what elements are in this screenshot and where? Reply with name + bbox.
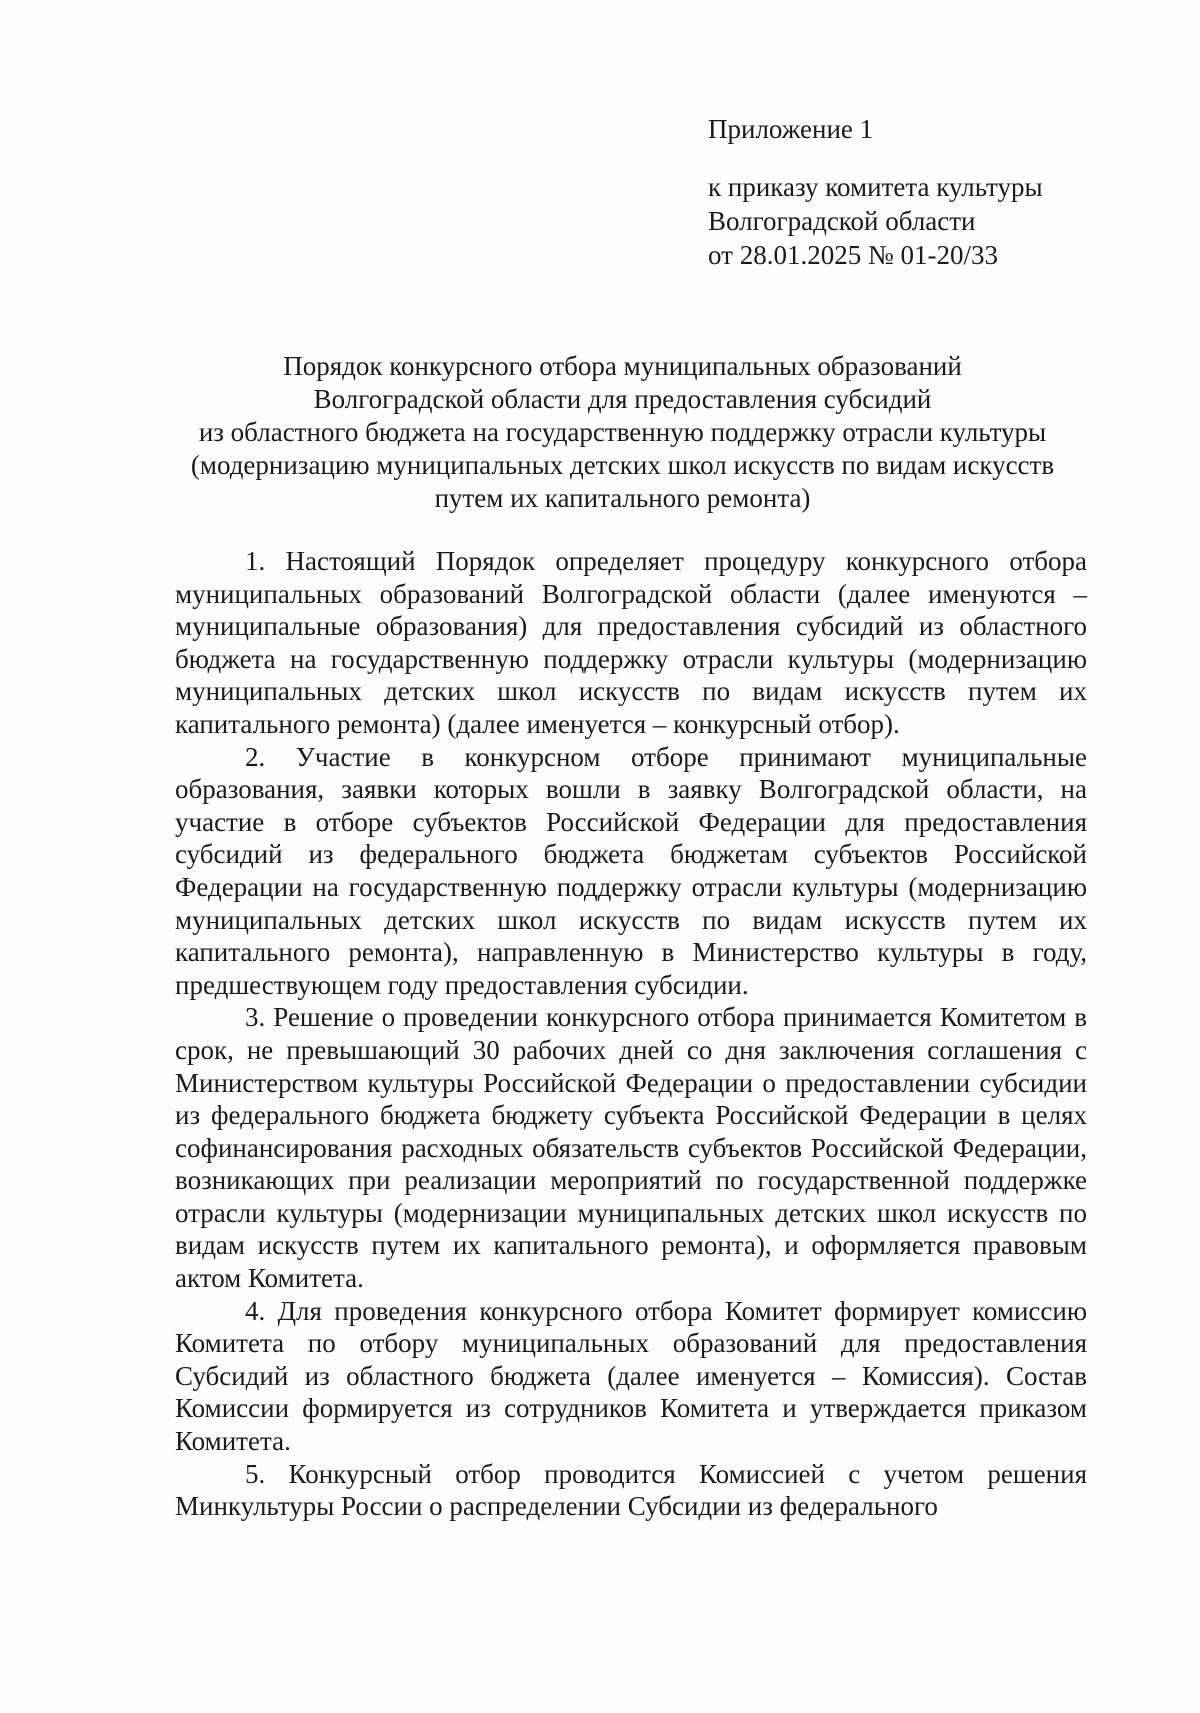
- title-line: из областного бюджета на государственную поддержку отрасли культуры: [198, 417, 1047, 447]
- paragraph-2: 2. Участие в конкурсном отборе принимают муниципальные образования, заявки которых вошли в заявку Волгоградской области, на участие в отборе субъектов Российской Федерации для предоставления субсидий из федерального бюджета бюджетам субъектов Российской Федерации на государственную поддержку отрасли культуры (модернизацию муниципальных детских школ искусств по видам искусств путем их капитального ремонта), направленную в Министерство культуры в году, предшествующем году предоставления субсидии.: [175, 741, 1087, 1000]
- title-line: Порядок конкурсного отбора муниципальных образований: [283, 351, 962, 381]
- paragraph-5: 5. Конкурсный отбор проводится Комиссией с учетом решения Минкультуры России о распределении Субсидии из федерального: [175, 1458, 1087, 1522]
- paragraph-1: 1. Настоящий Порядок определяет процедуру конкурсного отбора муниципальных образований Волгоградской области (далее именуются – муниципальные образования) для предоставления субсидий из областного бюджета на государственную поддержку отрасли культуры (модернизацию муниципальных детских школ искусств по видам искусств путем их капитального ремонта) (далее именуется – конкурсный отбор).: [175, 546, 1087, 739]
- appendix-order-ref: к приказу комитета культуры: [708, 172, 1043, 202]
- appendix-header: [708, 112, 1108, 272]
- appendix-order-date: от 28.01.2025 № 01-20/33: [708, 240, 998, 270]
- appendix-region: Волгоградской области: [708, 206, 976, 236]
- document-title: [165, 350, 1080, 515]
- title-line: (модернизацию муниципальных детских школ искусств по видам искусств: [190, 450, 1055, 480]
- paragraph-3: 3. Решение о проведении конкурсного отбора принимается Комитетом в срок, не превышающий 30 рабочих дней со дня заключения соглашения с Министерством культуры Российской Федерации о предоставлении субсидии из федерального бюджета бюджету субъекта Российской Федерации в целях софинансирования расходных обязательств субъектов Российской Федерации, возникающих при реализации мероприятий по государственной поддержке отрасли культуры (модернизации муниципальных детских школ искусств по видам искусств путем их капитального ремонта), и оформляется правовым актом Комитета.: [175, 1002, 1087, 1294]
- paragraph-4: 4. Для проведения конкурсного отбора Комитет формирует комиссию Комитета по отбору муниципальных образований для предоставления Субсидий из областного бюджета (далее именуется – Комиссия). Состав Комиссии формируется из сотрудников Комитета и утверждается приказом Комитета.: [175, 1295, 1087, 1457]
- document-body: [175, 545, 1087, 1523]
- appendix-title: Приложение 1: [708, 114, 874, 144]
- title-line: путем их капитального ремонта): [434, 483, 811, 513]
- title-line: Волгоградской области для предоставления субсидий: [313, 384, 932, 414]
